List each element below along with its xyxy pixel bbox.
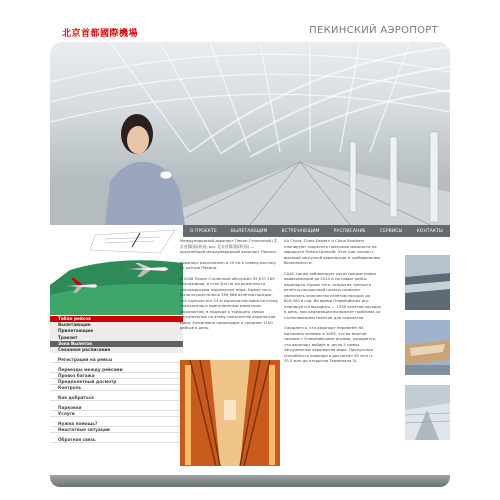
footer-bar: [50, 475, 450, 487]
nav-departures[interactable]: ВЫЛЕТАЮЩИМ: [230, 228, 268, 234]
menu-emergencies[interactable]: Нештатные ситуации: [50, 427, 183, 433]
menu-directions[interactable]: Как добраться: [50, 395, 183, 401]
menu-transit[interactable]: Транзит: [50, 335, 183, 341]
menu-help[interactable]: Нужна помощь?: [50, 421, 183, 427]
nav-about[interactable]: О ПРОЕКТЕ: [190, 228, 217, 234]
content-column-left: [180, 238, 280, 336]
menu-checkin[interactable]: Регистрация на рейсы: [50, 357, 183, 363]
terminal-photo: [50, 42, 450, 225]
airplane-illustration: [50, 225, 183, 315]
menu-screening[interactable]: Предполетный досмотр: [50, 379, 183, 385]
promo-illustration: [50, 225, 183, 315]
menu-arriving[interactable]: Прилетающие: [50, 328, 183, 334]
hero-banner: [50, 42, 450, 225]
content-column-right: [284, 238, 382, 369]
page: [50, 20, 450, 485]
nav-services[interactable]: СЕРВИСЫ: [379, 228, 403, 234]
caac-paragraph: CAAC также заблокирует регистрацию новых авиакомпаний до 2010 и на новые рейсы аэропорта. Кроме того, открытие третьего взлётно-посадочной полосы позволит увеличить количество взлётов-посадок до 620,000 в год. Во время Олимпийских игр планируется выходить — 1350 взлетов-посадок в день, при реализации возникнет проблема со столкновением полетов для самолетов.: [284, 270, 382, 320]
menu-parking[interactable]: Парковки: [50, 405, 183, 411]
menu-control[interactable]: Контроль: [50, 385, 183, 391]
main-nav: [183, 225, 450, 237]
menu-services[interactable]: Услуги: [50, 411, 183, 417]
nav-contacts[interactable]: КОНТАКТЫ: [416, 228, 443, 234]
menu-departing[interactable]: Вылетающие: [50, 322, 183, 328]
site-logo[interactable]: 北京首都國際機場: [62, 29, 139, 39]
nav-arrivals[interactable]: ВСТРЕЧАЮЩИМ: [281, 228, 320, 234]
header: [50, 20, 450, 42]
menu-feedback[interactable]: Обратная связь: [50, 437, 183, 443]
forecast-paragraph: Ожидается, что аэропорт перевезёт 64 миллиона человек в 2009, что во многом связано с Олимпийскими играми, ожидается, что аэропорт войдёт в число 5 самых загруженных аэропортов мира. Пропускная способность аэропорта достигнет 82 млн (с 35,5 млн до открытия Терминала 3).: [284, 325, 377, 363]
menu-seasonal-schedule[interactable]: Сезонное расписание: [50, 347, 183, 353]
menu-connections[interactable]: Переезды между рейсами: [50, 367, 183, 373]
menu-baggage[interactable]: Провоз багажа: [50, 373, 183, 379]
airlines-paragraph: Air China, China Eastern и China Southern планируют сократить проезжие мощности на маршруте Пекин-Шанхай. Этот шаг связан с высокой загрузкой аэропортов и требованиями безопасности.: [284, 238, 381, 265]
site-title: ПЕКИНСКИЙ АЭРОПОРТ: [309, 25, 438, 36]
intro-paragraph: Международный аэропорт Пекин Столичный (北京首都国际机场, pin. 北京首都国际机场) — крупнейший международный аэропорт Пекина.: [180, 238, 278, 254]
nav-schedule[interactable]: РАСПИСАНИЕ: [333, 228, 366, 234]
photo-gallery: [405, 255, 450, 450]
menu-flight-board[interactable]: Табло рейсов: [50, 316, 183, 322]
location-paragraph: Аэропорт расположен в 20 км к северу-востоку от центра Пекина.: [180, 259, 276, 270]
sidebar-menu: [50, 316, 183, 443]
gallery-photo-3[interactable]: [405, 385, 450, 440]
terminal-corridor-image: [180, 360, 280, 466]
menu-departure-zone[interactable]: Зона Вылетов: [50, 341, 183, 347]
corridor-photo: [180, 360, 280, 466]
gallery-photo-2[interactable]: [405, 320, 450, 375]
stats-paragraph: В 2008 Пекин Столичный обслужил 55,937,289 пассажиров, и стал 8-м по загруженности пассажирским аэропортом мира. Кроме того, было осуществлено 399,986 взлётов-посадок, что сделало его 23-м аэропортом мира по этому показателю и единственным азиатским аэропортом, в подходе к тридцать самых загруженных по этому показателю аэропортов мира. Ежедневно происходит в среднем 1100 рейсов в день.: [180, 275, 278, 330]
gallery-photo-1[interactable]: [405, 255, 450, 310]
